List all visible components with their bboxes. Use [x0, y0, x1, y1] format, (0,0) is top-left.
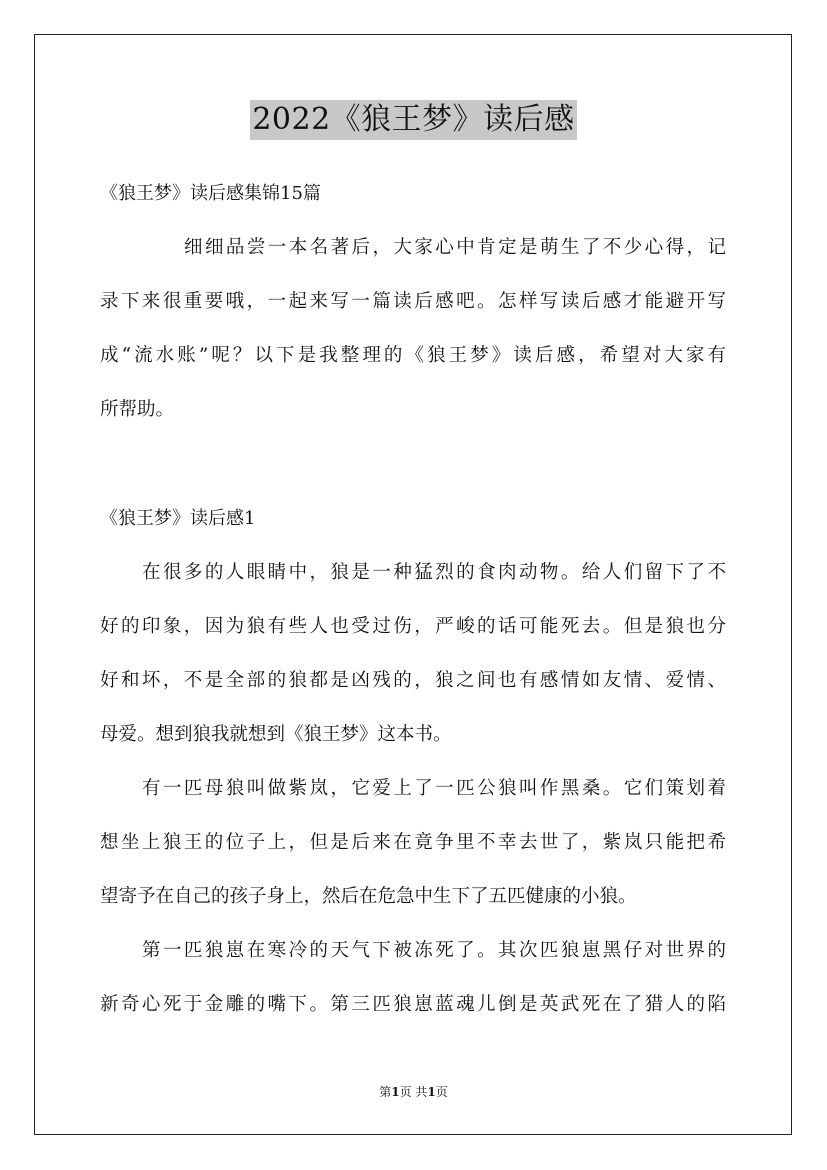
para3-line-1: 第一匹狼崽在寒冷的天气下被冻死了。其次匹狼崽黑仔对世界的	[142, 940, 726, 961]
para2-line-3: 望寄予在自己的孩子身上，然后在危急中生下了五匹健康的小狼。	[100, 886, 637, 907]
intro-line-2: 录下来很重要哦，一起来写一篇读后感吧。怎样写读后感才能避开写	[100, 291, 726, 312]
para1-line-1: 在很多的人眼睛中，狼是一种猛烈的食肉动物。给人们留下了不	[142, 562, 726, 583]
para2-line-1: 有一匹母狼叫做紫岚，它爱上了一匹公狼叫作黑桑。它们策划着	[142, 778, 726, 799]
footer-page-current: 1	[391, 1085, 400, 1099]
para1-line-2: 好的印象，因为狼有些人也受过伤，严峻的话可能死去。但是狼也分	[100, 616, 726, 637]
collection-heading: 《狼王梦》读后感集锦15篇	[100, 183, 321, 204]
footer-page-suffix: 页	[435, 1085, 448, 1099]
intro-line-4: 所帮助。	[100, 399, 175, 420]
document-title: 2022《狼王梦》读后感	[250, 100, 576, 140]
footer-page-mid: 页 共	[399, 1085, 428, 1099]
section-heading: 《狼王梦》读后感1	[100, 508, 256, 529]
title-wrapper	[0, 100, 827, 140]
para1-line-4: 母爱。想到狼我就想到《狼王梦》这本书。	[100, 724, 452, 745]
page-footer	[0, 1083, 827, 1100]
intro-line-1: 细细品尝一本名著后，大家心中肯定是萌生了不少心得，记	[184, 237, 726, 258]
footer-page-prefix: 第	[379, 1085, 392, 1099]
intro-line-3: 成“流水账”呢？以下是我整理的《狼王梦》读后感，希望对大家有	[100, 345, 726, 366]
para1-line-3: 好和坏，不是全部的狼都是凶残的，狼之间也有感情如友情、爱情、	[100, 670, 726, 691]
para2-line-2: 想坐上狼王的位子上，但是后来在竟争里不幸去世了，紫岚只能把希	[100, 832, 726, 853]
para3-line-2: 新奇心死于金雕的嘴下。第三匹狼崽蓝魂儿倒是英武死在了猎人的陷	[100, 994, 726, 1015]
footer-page-total: 1	[427, 1085, 436, 1099]
